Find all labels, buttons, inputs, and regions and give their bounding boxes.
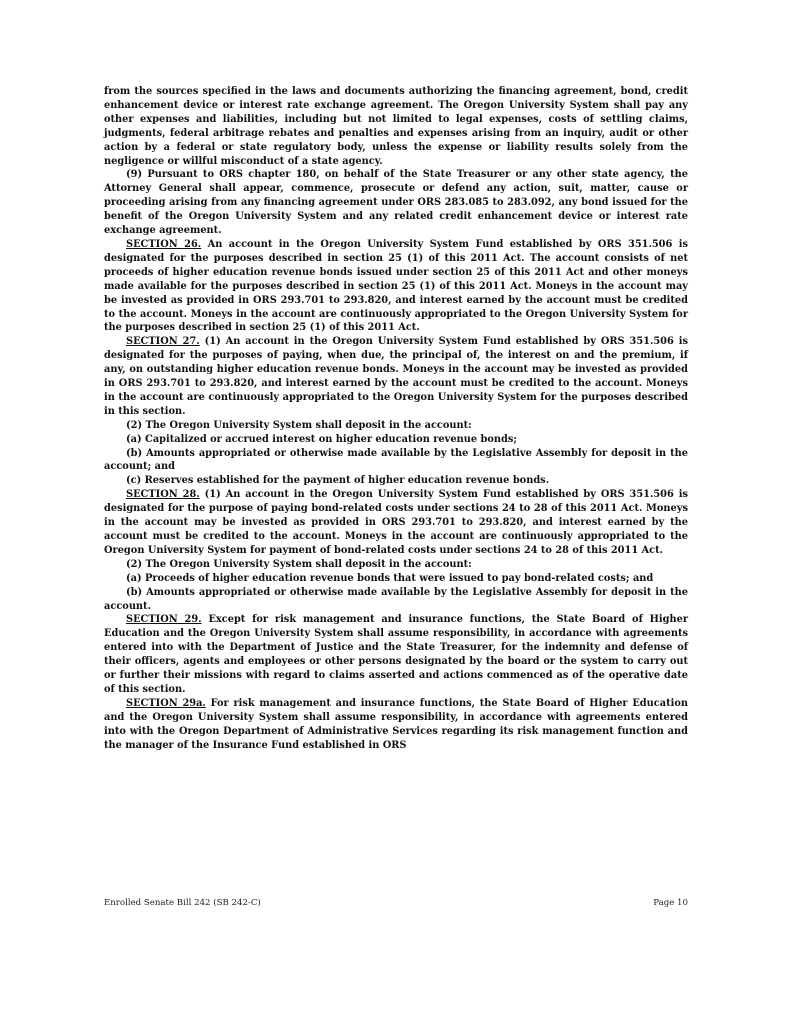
section-27-subsection-2: (2) The Oregon University System shall deposit in the account: (126, 419, 472, 431)
section-27-text: (1) An account in the Oregon University System Fund established by ORS 351.506 is designated for the purposes of paying, when due, the principal of, the interest on and the premium, if any, on outstanding higher education revenue bonds. Moneys in the account may be invested as provided in ORS 293.701 to 293.820, and interest earned by the account must be credited to the account. Moneys in the account are continuously appropriated to the Oregon University System for the purposes described in this section. (104, 336, 688, 417)
paragraph-subsection-9: (9) Pursuant to ORS chapter 180, on behalf of the State Treasurer or any other state agency, the Attorney General shall appear, commence, prosecute or defend any action, suit, matter, cause or proceeding arising from any financing agreement under ORS 283.085 to 283.092, any bond issued for the benefit of the Oregon University System and any related credit enhancement device or interest rate exchange agreement. (104, 169, 688, 237)
section-26-label: SECTION 26. (126, 238, 202, 250)
section-27-label: SECTION 27. (126, 336, 200, 348)
section-27-item-c: (c) Reserves established for the payment of higher education revenue bonds. (126, 475, 550, 487)
paragraph-continuation: from the sources specified in the laws and documents authorizing the financing agreement, bond, credit enhancement device or interest rate exchange agreement. The Oregon University System shall pay any other expenses and liabilities, including but not limited to legal expenses, costs of settling claims, judgments, federal arbitrage rebates and penalties and expenses arising from an inquiry, audit or other action by a federal or state regulatory body, unless the expense or liability results solely from the negligence or willful misconduct of a state agency. (104, 86, 688, 167)
section-29a-label: SECTION 29a. (126, 697, 206, 709)
section-29a-text: For risk management and insurance functions, the State Board of Higher Education and the Oregon University System shall assume responsibility, in accordance with agreements entered into with the Oregon Department of Administrative Services regarding its risk management function and the manager of the Insurance Fund established in ORS (104, 697, 688, 751)
section-26-text: An account in the Oregon University System Fund established by ORS 351.506 is designated for the purposes described in section 25 (1) of this 2011 Act. The account consists of net proceeds of higher education revenue bonds issued under section 25 of this 2011 Act and other moneys made available for the purposes described in section 25 (1) of this 2011 Act. Moneys in the account may be invested as provided in ORS 293.701 to 293.820, and interest earned by the account must be credited to the account. Moneys in the account are continuously appropriated to the Oregon University System for the purposes described in section 25 (1) of this 2011 Act. (104, 238, 688, 334)
section-27-item-b: (b) Amounts appropriated or otherwise made available by the Legislative Assembly for deposit in the account; and (104, 447, 688, 473)
section-27 (104, 335, 688, 418)
page-number: Page 10 (653, 898, 688, 908)
section-28-label: SECTION 28. (126, 489, 200, 501)
section-26 (104, 238, 688, 335)
bill-identifier: Enrolled Senate Bill 242 (SB 242-C) (104, 898, 261, 908)
bill-body (104, 85, 688, 753)
section-29-text: Except for risk management and insurance functions, the State Board of Higher Education and the Oregon University System shall assume responsibility, in accordance with agreements entered into with the Department of Justice and the State Treasurer, for the indemnity and defense of their officers, agents and employees or other persons designated by the board or the system to carry out or further their missions with regard to claims asserted and actions commenced as of the operative date of this section. (104, 614, 688, 695)
section-27-item-a: (a) Capitalized or accrued interest on higher education revenue bonds; (126, 433, 517, 445)
section-29-label: SECTION 29. (126, 614, 202, 626)
section-29 (104, 613, 688, 696)
section-28 (104, 488, 688, 558)
section-28-subsection-2: (2) The Oregon University System shall deposit in the account: (126, 558, 472, 570)
section-28-item-a: (a) Proceeds of higher education revenue bonds that were issued to pay bond-related costs; and (126, 572, 654, 584)
section-28-text: (1) An account in the Oregon University System Fund established by ORS 351.506 is designated for the purpose of paying bond-related costs under sections 24 to 28 of this 2011 Act. Moneys in the account may be invested as provided in ORS 293.701 to 293.820, and interest earned by the account must be credited to the account. Moneys in the account are continuously appropriated to the Oregon University System for payment of bond-related costs under sections 24 to 28 of this 2011 Act. (104, 489, 688, 556)
section-29a (104, 697, 688, 753)
section-28-item-b: (b) Amounts appropriated or otherwise made available by the Legislative Assembly for deposit in the account. (104, 586, 688, 612)
